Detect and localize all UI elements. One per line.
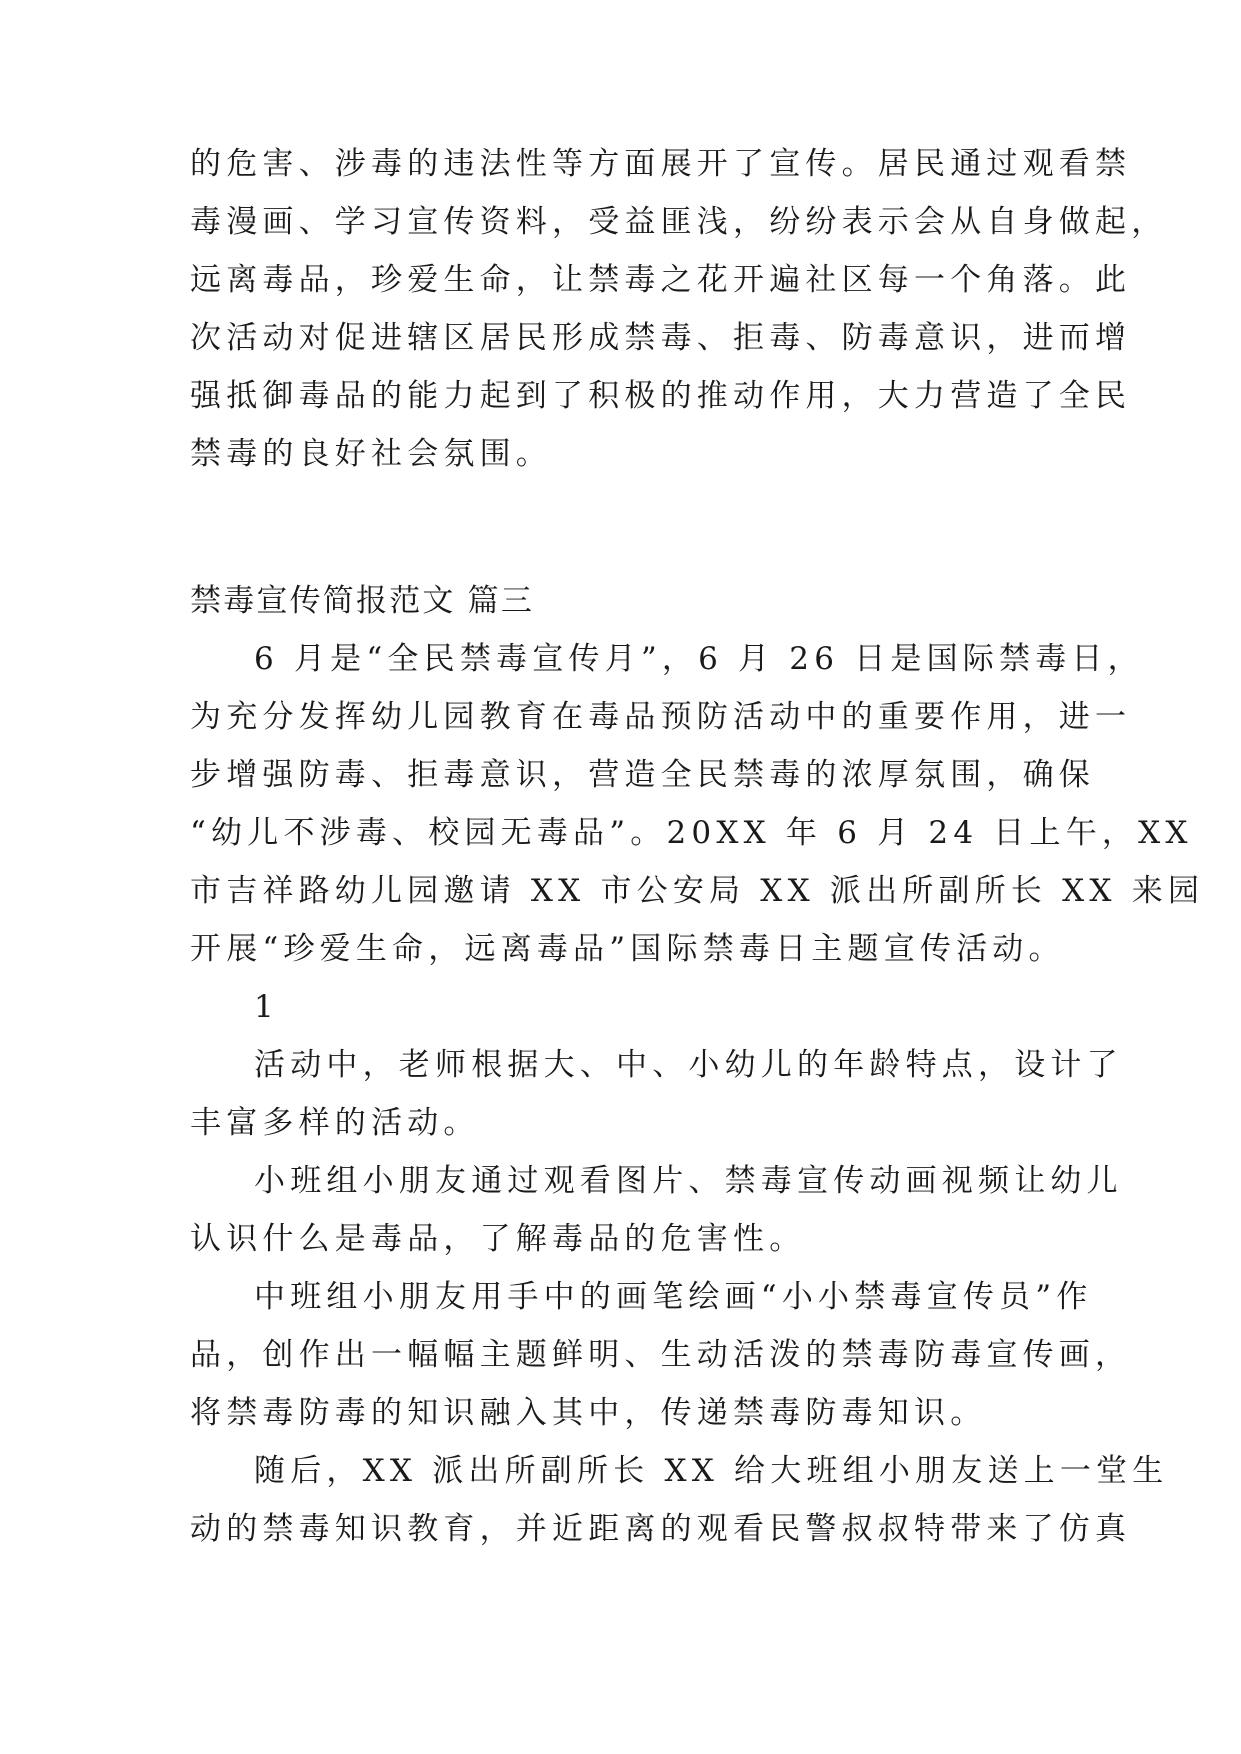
section-heading: 禁毒宣传简报范文 篇三 [190, 583, 535, 619]
page-number: 1 [254, 989, 274, 1025]
paragraph-line: 小班组小朋友通过观看图片、禁毒宣传动画视频让幼儿 [254, 1163, 1123, 1199]
paragraph-line: 毒漫画、学习宣传资料，受益匪浅，纷纷表示会从自身做起， [190, 204, 1168, 240]
paragraph-line: 将禁毒防毒的知识融入其中，传递禁毒防毒知识。 [190, 1395, 987, 1431]
paragraph-line: 开展“珍爱生命，远离毒品”国际禁毒日主题宣传活动。 [190, 931, 1065, 967]
paragraph-line: 认识什么是毒品，了解毒品的危害性。 [190, 1221, 806, 1257]
paragraph-line: 活动中，老师根据大、中、小幼儿的年龄特点，设计了 [254, 1047, 1123, 1083]
paragraph-line: 次活动对促进辖区居民形成禁毒、拒毒、防毒意识，进而增 [190, 320, 1132, 356]
paragraph-line: 为充分发挥幼儿园教育在毒品预防活动中的重要作用，进一 [190, 699, 1132, 735]
paragraph-line: 丰富多样的活动。 [190, 1105, 480, 1141]
paragraph-line: 市吉祥路幼儿园邀请 XX 市公安局 XX 派出所副所长 XX 来园 [190, 873, 1205, 909]
paragraph-line: 品，创作出一幅幅主题鲜明、生动活泼的禁毒防毒宣传画， [190, 1337, 1132, 1373]
paragraph-line: 中班组小朋友用手中的画笔绘画“小小禁毒宣传员”作 [254, 1279, 1093, 1315]
paragraph-line: 步增强防毒、拒毒意识，营造全民禁毒的浓厚氛围，确保 [190, 757, 1095, 793]
paragraph-line: 6 月是“全民禁毒宣传月”，6 月 26 日是国际禁毒日， [254, 641, 1144, 677]
paragraph-line: 禁毒的良好社会氛围。 [190, 436, 552, 472]
paragraph-line: 随后，XX 派出所副所长 XX 给大班组小朋友送上一堂生 [254, 1453, 1169, 1489]
paragraph-line: 的危害、涉毒的违法性等方面展开了宣传。居民通过观看禁 [190, 146, 1132, 182]
paragraph-line: 动的禁毒知识教育，并近距离的观看民警叔叔特带来了仿真 [190, 1511, 1132, 1547]
paragraph-line: 强抵御毒品的能力起到了积极的推动作用，大力营造了全民 [190, 378, 1132, 414]
paragraph-line: 远离毒品，珍爱生命，让禁毒之花开遍社区每一个角落。此 [190, 262, 1132, 298]
paragraph-line: “幼儿不涉毒、校园无毒品”。20XX 年 6 月 24 日上午，XX [190, 815, 1193, 851]
